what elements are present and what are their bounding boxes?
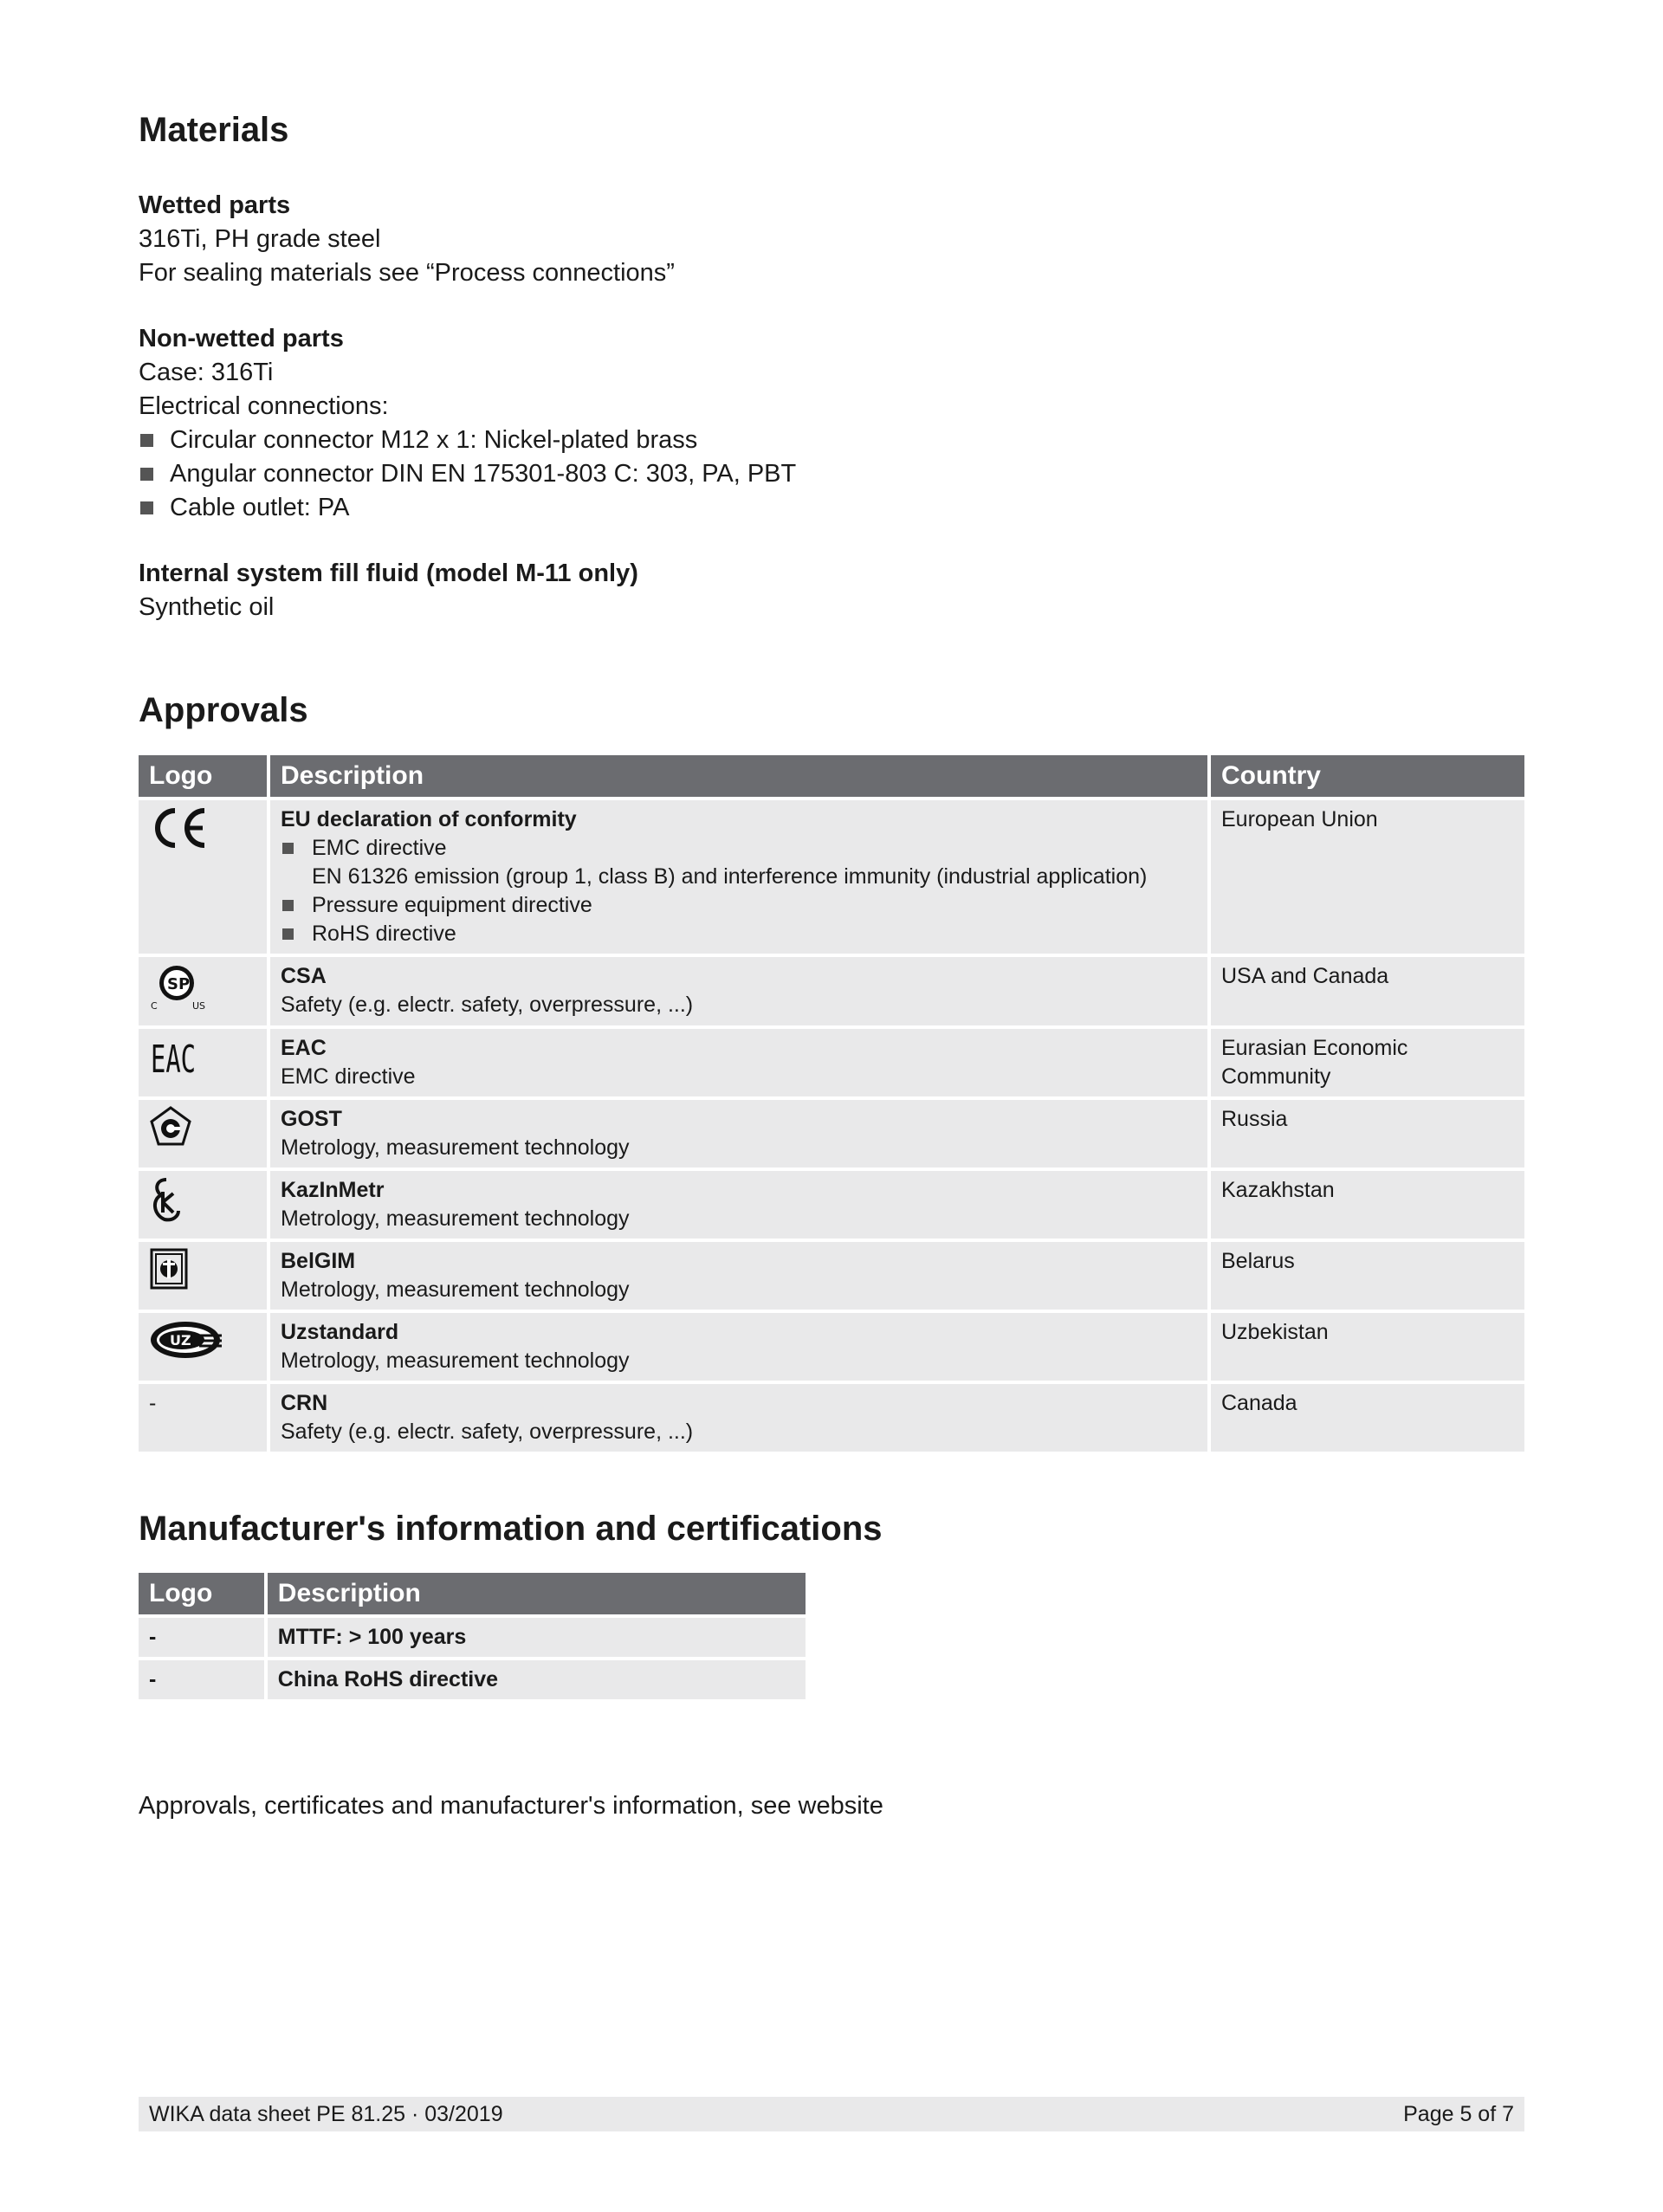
approvals-heading: Approvals — [139, 691, 308, 729]
logo-cell — [139, 1100, 267, 1167]
materials-heading: Materials — [139, 111, 289, 149]
approval-title: GOST — [281, 1107, 342, 1131]
list-item: Cable outlet: PA — [139, 491, 796, 525]
list-item: Circular connector M12 x 1: Nickel-plated brass — [139, 424, 796, 457]
svg-text:SP: SP — [167, 975, 191, 993]
bullet-square-icon — [282, 928, 294, 940]
ce-mark-icon — [149, 805, 210, 851]
approval-description: Metrology, measurement technology — [281, 1349, 630, 1373]
footer-document-id: WIKA data sheet PE 81.25 · 03/2019 — [149, 2102, 503, 2126]
kazinmetr-icon — [149, 1176, 184, 1223]
eac-icon — [149, 1034, 201, 1082]
bullet-square-icon — [140, 434, 153, 447]
gost-icon — [149, 1105, 192, 1148]
description-cell — [270, 800, 1207, 954]
logo-cell — [139, 800, 267, 954]
csa-icon — [149, 962, 210, 1012]
uzstandard-icon — [149, 1318, 225, 1361]
column-header-description: Description — [268, 1573, 806, 1614]
approval-title: BelGIM — [281, 1249, 356, 1273]
country-cell: Eurasian Economic Community — [1211, 1029, 1524, 1096]
list-item: Pressure equipment directive — [281, 891, 1197, 920]
table-row — [139, 1384, 1524, 1452]
logo-cell — [139, 1171, 267, 1239]
country-cell: Russia — [1211, 1100, 1524, 1167]
country-cell: European Union — [1211, 800, 1524, 954]
website-note-text: Approvals, certificates and manufacturer's information, see website — [139, 1792, 883, 1820]
description-cell: China RoHS directive — [268, 1660, 806, 1699]
manufacturer-heading: Manufacturer's information and certifications — [139, 1510, 883, 1548]
list-item: RoHS directive — [281, 920, 1197, 948]
description-cell: MTTF: > 100 years — [268, 1618, 806, 1657]
logo-cell: - — [139, 1618, 264, 1657]
approval-title: KazInMetr — [281, 1178, 385, 1202]
approval-title: EAC — [281, 1036, 327, 1060]
case-material: Case: 316Ti — [139, 359, 274, 386]
description-cell — [270, 1171, 1207, 1239]
description-cell — [270, 1100, 1207, 1167]
country-cell: Canada — [1211, 1384, 1524, 1452]
logo-cell — [139, 1029, 267, 1096]
wetted-parts-block — [139, 189, 675, 290]
approval-description: Metrology, measurement technology — [281, 1135, 630, 1160]
table-row — [139, 1618, 806, 1657]
logo-cell: - — [139, 1660, 264, 1699]
description-cell — [270, 957, 1207, 1025]
approval-description: Metrology, measurement technology — [281, 1206, 630, 1231]
svg-text:UZ: UZ — [170, 1332, 191, 1349]
wetted-parts-line: For sealing materials see “Process connections” — [139, 259, 675, 287]
table-header-row — [139, 755, 1524, 797]
table-row — [139, 1660, 806, 1699]
table-row — [139, 1029, 1524, 1096]
non-wetted-parts-block — [139, 322, 796, 525]
website-note — [139, 1789, 883, 1823]
description-cell — [270, 1313, 1207, 1381]
column-header-logo: Logo — [139, 755, 267, 797]
description-cell — [270, 1384, 1207, 1452]
country-cell: Uzbekistan — [1211, 1313, 1524, 1381]
non-wetted-parts-title: Non-wetted parts — [139, 325, 344, 352]
approval-description: Safety (e.g. electr. safety, overpressure, ...) — [281, 1420, 694, 1444]
table-row — [139, 957, 1524, 1025]
list-item: Angular connector DIN EN 175301-803 C: 303, PA, PBT — [139, 457, 796, 491]
list-item: EMC directive — [281, 834, 1197, 863]
approval-description: EMC directive — [281, 1064, 416, 1089]
list-item-detail: EN 61326 emission (group 1, class B) and interference immunity (industrial application) — [312, 864, 1148, 889]
table-row — [139, 1242, 1524, 1310]
table-row — [139, 800, 1524, 954]
svg-text:EAC: EAC — [151, 1038, 196, 1082]
table-row — [139, 1313, 1524, 1381]
fill-fluid-title: Internal system fill fluid (model M-11 only) — [139, 559, 638, 587]
approvals-table — [135, 752, 1528, 1455]
country-cell: Belarus — [1211, 1242, 1524, 1310]
logo-cell — [139, 1242, 267, 1310]
wetted-parts-line: 316Ti, PH grade steel — [139, 225, 381, 253]
bullet-square-icon — [282, 900, 294, 911]
column-header-country: Country — [1211, 755, 1524, 797]
table-header-row — [139, 1573, 806, 1614]
page-footer — [139, 2097, 1524, 2131]
manufacturer-table — [135, 1569, 809, 1703]
fill-fluid-block — [139, 557, 638, 624]
column-header-logo: Logo — [139, 1573, 264, 1614]
svg-text:US: US — [192, 1000, 206, 1012]
approval-title: CSA — [281, 964, 327, 988]
belgim-icon — [149, 1247, 189, 1290]
table-row — [139, 1171, 1524, 1239]
description-cell — [270, 1029, 1207, 1096]
footer-page-number: Page 5 of 7 — [1403, 2102, 1514, 2126]
logo-cell: - — [139, 1384, 267, 1452]
approval-description: Metrology, measurement technology — [281, 1277, 630, 1302]
country-cell: Kazakhstan — [1211, 1171, 1524, 1239]
table-row — [139, 1100, 1524, 1167]
country-cell: USA and Canada — [1211, 957, 1524, 1025]
approval-description: Safety (e.g. electr. safety, overpressure, ...) — [281, 993, 694, 1017]
column-header-description: Description — [270, 755, 1207, 797]
logo-cell — [139, 1313, 267, 1381]
bullet-square-icon — [140, 468, 153, 481]
logo-cell — [139, 957, 267, 1025]
bullet-square-icon — [140, 501, 153, 514]
bullet-square-icon — [282, 843, 294, 854]
svg-text:C: C — [151, 1000, 158, 1012]
fill-fluid-value: Synthetic oil — [139, 593, 275, 621]
approval-title: CRN — [281, 1391, 328, 1415]
approval-title: Uzstandard — [281, 1320, 399, 1344]
description-cell — [270, 1242, 1207, 1310]
electrical-connections-label: Electrical connections: — [139, 392, 389, 420]
wetted-parts-title: Wetted parts — [139, 191, 291, 219]
approval-title: EU declaration of conformity — [281, 807, 577, 831]
